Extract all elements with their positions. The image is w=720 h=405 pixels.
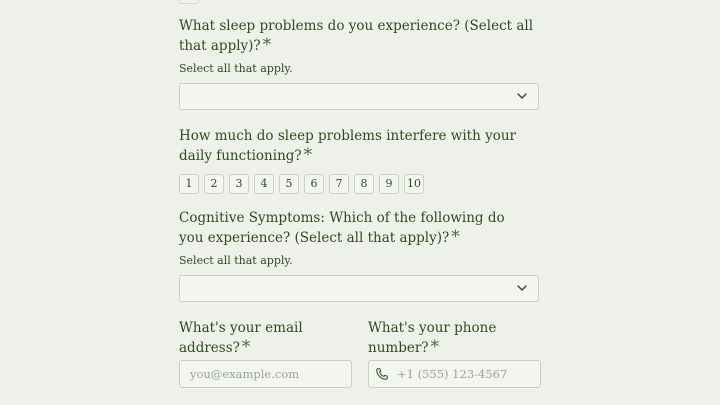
cognitive-question — [179, 209, 519, 248]
sleep-problems-question-text: What sleep problems do you experience? (Select all that apply)? — [179, 18, 534, 54]
sleep-problems-select[interactable] — [179, 83, 539, 110]
email-field[interactable] — [179, 360, 352, 388]
chevron-down-icon — [516, 282, 528, 294]
interference-question-text: How much do sleep problems interfere with your daily functioning? — [179, 128, 516, 164]
required-asterisk: * — [430, 337, 440, 357]
phone-label-text: What's your phone number? — [368, 320, 497, 356]
sleep-problems-question — [179, 17, 539, 56]
scale-option-7[interactable]: 7 — [329, 174, 349, 194]
scale-option-2[interactable]: 2 — [204, 174, 224, 194]
required-asterisk: * — [451, 227, 460, 247]
phone-field[interactable] — [368, 360, 541, 388]
phone-icon — [375, 367, 389, 381]
required-asterisk: * — [262, 35, 272, 55]
required-asterisk: * — [303, 145, 313, 165]
scale-option-9[interactable]: 9 — [379, 174, 399, 194]
email-label — [179, 319, 329, 358]
scale-option-10[interactable]: 10 — [404, 174, 424, 194]
scale-option-1[interactable]: 1 — [179, 174, 199, 194]
scale-option-5[interactable]: 5 — [279, 174, 299, 194]
scale-option-3[interactable]: 3 — [229, 174, 249, 194]
sleep-problems-hint: Select all that apply. — [179, 62, 293, 75]
cognitive-select[interactable] — [179, 275, 539, 302]
chevron-down-icon — [516, 90, 528, 102]
cognitive-question-text: Cognitive Symptoms: Which of the following do you experience? (Select all that apply)? — [179, 210, 505, 246]
required-asterisk: * — [241, 337, 251, 357]
scale-option-8[interactable]: 8 — [354, 174, 374, 194]
cognitive-hint: Select all that apply. — [179, 254, 293, 267]
interference-scale — [179, 174, 424, 194]
interference-question — [179, 127, 524, 166]
email-label-text: What's your email address? — [179, 320, 303, 356]
phone-label — [368, 319, 518, 358]
scale-option-4[interactable]: 4 — [254, 174, 274, 194]
scale-option-6[interactable]: 6 — [304, 174, 324, 194]
previous-field-stub — [179, 0, 199, 4]
